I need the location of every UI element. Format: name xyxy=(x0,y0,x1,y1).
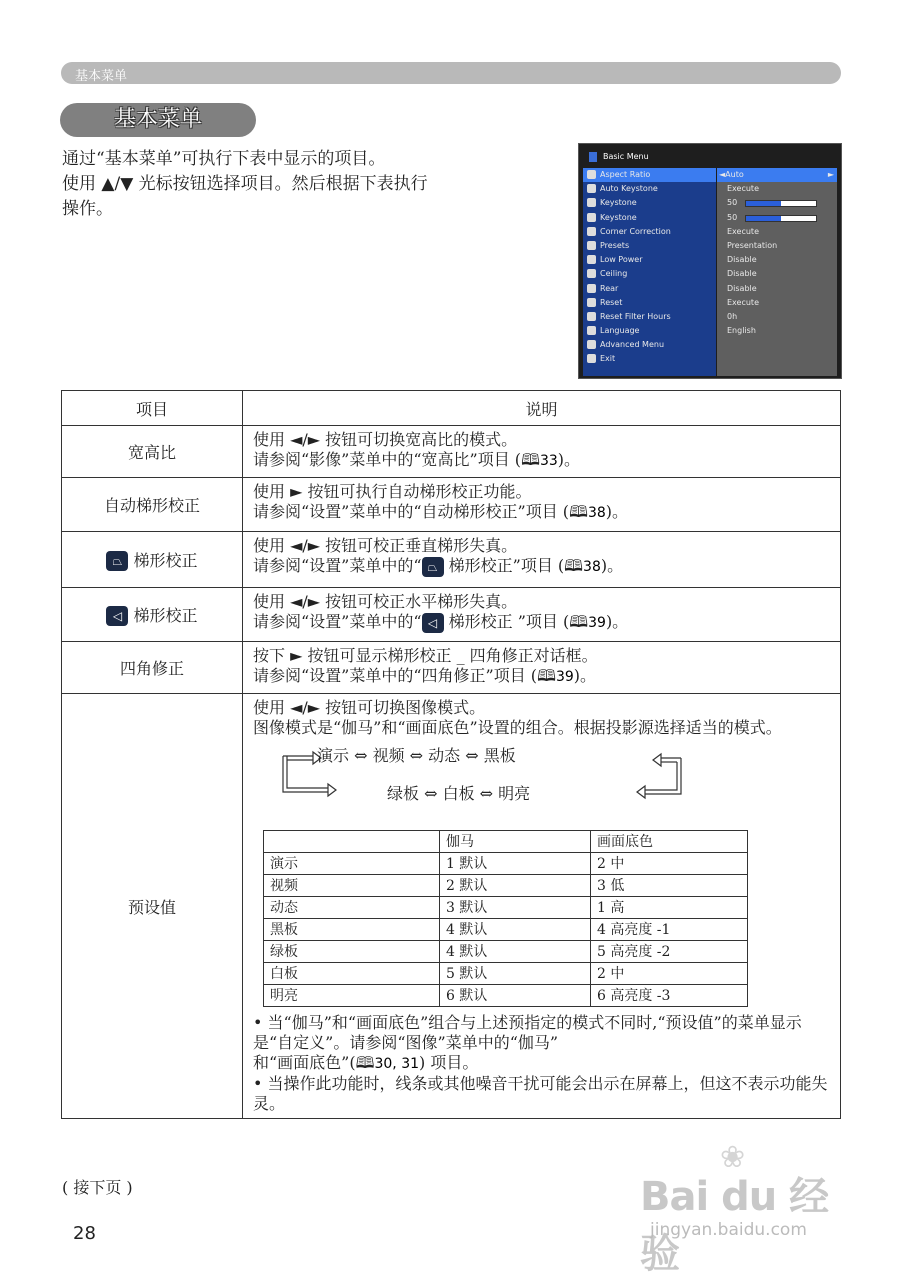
book-icon: 🕮 xyxy=(569,612,589,631)
menu-item-label: Low Power xyxy=(600,255,643,265)
right-arrow-icon: ► xyxy=(827,170,834,179)
preset-cell: 视频 xyxy=(264,875,440,897)
desc-line: 使用 ◄/► 按钮可校正垂直梯形失真。 xyxy=(253,536,518,555)
desc-line-end: )。 xyxy=(605,502,629,521)
page-reference: 39 xyxy=(588,615,606,631)
preset-header-row xyxy=(264,831,748,853)
menu-item-icon xyxy=(587,284,596,293)
desc-line: 梯形校正”项目 ( xyxy=(443,556,565,575)
preset-row xyxy=(264,985,748,1007)
preset-settings-table xyxy=(263,830,748,1007)
menu-item-icon xyxy=(587,255,596,264)
note-text: ) 项目。 xyxy=(419,1053,479,1072)
book-icon: 🕮 xyxy=(355,1053,375,1072)
intro-line-1: 通过“基本菜单”可执行下表中显示的项目。 xyxy=(62,149,386,169)
page-number: 28 xyxy=(73,1223,96,1244)
menu-item-value: Execute xyxy=(727,297,759,307)
preset-flow-diagram xyxy=(253,744,832,824)
row-item-corner: 四角修正 xyxy=(62,642,243,694)
preset-cell: 3 低 xyxy=(591,875,748,897)
menu-item[interactable] xyxy=(583,182,716,196)
page-reference: 39 xyxy=(555,669,574,685)
menu-item-list xyxy=(583,168,716,376)
preset-row xyxy=(264,963,748,985)
preset-row xyxy=(264,897,748,919)
menu-item[interactable] xyxy=(583,282,716,296)
desc-line-end: )。 xyxy=(600,556,624,575)
note-2: • 当操作此功能时，线条或其他噪音干扰可能会出示在屏幕上，但这不表示功能失灵。 xyxy=(253,1074,828,1113)
menu-value-list xyxy=(717,168,837,376)
page-reference: 38 xyxy=(587,505,606,521)
menu-item-label: Aspect Ratio xyxy=(600,170,651,179)
section-header-bar xyxy=(61,62,841,84)
table-row xyxy=(62,642,841,694)
menu-item-icon xyxy=(587,326,596,335)
menu-item-icon xyxy=(587,354,596,363)
header-description: 说明 xyxy=(243,391,841,426)
preset-cell: 画面底色 xyxy=(591,831,748,853)
book-icon: 🕮 xyxy=(569,502,588,521)
header-item: 项目 xyxy=(62,391,243,426)
row-item-aspect: 宽高比 xyxy=(62,426,243,478)
preset-cell: 1 高 xyxy=(591,897,748,919)
item-label: 梯形校正 xyxy=(133,605,198,625)
preset-row xyxy=(264,919,748,941)
preset-cell: 演示 xyxy=(264,853,440,875)
row-desc-aspect xyxy=(243,426,841,478)
desc-line: 请参阅“设置”菜单中的“ xyxy=(253,612,422,631)
menu-item-value: Disable xyxy=(727,283,757,293)
watermark-url: jingyan.baidu.com xyxy=(650,1220,807,1240)
row-desc-presets xyxy=(243,694,841,1119)
watermark xyxy=(640,1140,840,1277)
page-reference: 33 xyxy=(539,453,558,469)
preset-row xyxy=(264,875,748,897)
menu-item-label: Rear xyxy=(600,283,619,293)
intro-text xyxy=(62,147,552,222)
menu-item[interactable] xyxy=(583,352,716,366)
page-reference: 38 xyxy=(583,559,601,575)
preset-cell: 明亮 xyxy=(264,985,440,1007)
row-desc-corner xyxy=(243,642,841,694)
preset-cell: 动态 xyxy=(264,897,440,919)
menu-item[interactable] xyxy=(583,196,716,210)
menu-item-icon xyxy=(587,227,596,236)
menu-item[interactable] xyxy=(583,267,716,281)
menu-item-icon xyxy=(587,198,596,207)
desc-line: 使用 ◄/► 按钮可切换宽高比的模式。 xyxy=(253,430,518,449)
menu-item-icon xyxy=(587,298,596,307)
menu-item-value: English xyxy=(727,326,756,336)
level-bar xyxy=(745,215,817,222)
menu-item-value: Execute xyxy=(727,226,759,236)
paw-icon: ❀ xyxy=(720,1140,746,1175)
desc-line: 使用 ◄/► 按钮可校正水平梯形失真。 xyxy=(253,592,518,611)
page-reference: 30, 31 xyxy=(374,1056,420,1072)
menu-item-value: 50 xyxy=(717,211,837,225)
menu-item-label: Reset xyxy=(600,297,623,307)
desc-line-end: )。 xyxy=(573,666,597,685)
menu-item-value: Disable xyxy=(727,255,757,265)
preset-row xyxy=(264,853,748,875)
menu-item-label: Presets xyxy=(600,240,630,250)
preset-cell: 5 高亮度 -2 xyxy=(591,941,748,963)
preset-cell: 2 默认 xyxy=(440,875,591,897)
menu-item-icon xyxy=(587,184,596,193)
menu-item-label: Exit xyxy=(600,354,616,364)
preset-row xyxy=(264,941,748,963)
desc-line: 图像模式是“伽马”和“画面底色”设置的组合。根据投影源选择适当的模式。 xyxy=(253,718,782,737)
menu-item[interactable] xyxy=(583,253,716,267)
desc-line: 请参阅“设置”菜单中的“四角修正”项目 ( xyxy=(253,666,538,685)
menu-title: Basic Menu xyxy=(603,152,649,161)
row-item-vkeystone xyxy=(62,532,243,588)
flow-line-2: 绿板 ⇔ 白板 ⇔ 明亮 xyxy=(387,784,531,803)
preset-cell: 黑板 xyxy=(264,919,440,941)
menu-item-value: Presentation xyxy=(727,240,778,250)
desc-line: 请参阅“影像”菜单中的“宽高比”项目 ( xyxy=(253,450,522,469)
menu-item-label: Advanced Menu xyxy=(600,340,665,350)
menu-title-bar xyxy=(583,149,837,165)
menu-item-value xyxy=(717,352,837,366)
menu-item-icon xyxy=(587,170,596,179)
menu-item[interactable] xyxy=(583,225,716,239)
horizontal-keystone-icon: ◁ xyxy=(106,606,128,626)
menu-item-icon xyxy=(587,269,596,278)
book-icon: 🕮 xyxy=(521,450,540,469)
book-icon: 🕮 xyxy=(537,666,556,685)
row-item-autokeystone: 自动梯形校正 xyxy=(62,478,243,532)
menu-item-value: ◄Auto ► xyxy=(717,168,837,182)
note-text: • 当“伽马”和“画面底色”组合与上述预指定的模式不同时,“预设值”的菜单显示是“自定义”。请参阅“图像”菜单中的“伽马” xyxy=(253,1013,802,1052)
desc-line-end: )。 xyxy=(605,612,629,631)
menu-item-label: Keystone xyxy=(600,198,637,208)
basic-menu-screenshot xyxy=(578,143,842,379)
table-row xyxy=(62,478,841,532)
preset-cell: 4 高亮度 -1 xyxy=(591,919,748,941)
menu-item-icon xyxy=(587,312,596,321)
table-row xyxy=(62,532,841,588)
preset-cell: 5 默认 xyxy=(440,963,591,985)
note-1 xyxy=(253,1013,832,1074)
preset-cell: 1 默认 xyxy=(440,853,591,875)
preset-cell: 白板 xyxy=(264,963,440,985)
desc-line: 按下 ► 按钮可显示梯形校正 _ 四角修正对话框。 xyxy=(253,646,598,665)
menu-item-value: Execute xyxy=(727,184,759,194)
preset-cell: 6 默认 xyxy=(440,985,591,1007)
note-text: 和“画面底色”( xyxy=(253,1053,356,1072)
table-row xyxy=(62,694,841,1119)
row-item-hkeystone xyxy=(62,588,243,642)
row-desc-autokeystone xyxy=(243,478,841,532)
item-label: 梯形校正 xyxy=(133,550,198,570)
menu-item-value: 50 xyxy=(717,196,837,210)
menu-item-label: Language xyxy=(600,326,640,336)
horizontal-keystone-icon: ◁ xyxy=(422,613,444,633)
preset-cell: 4 默认 xyxy=(440,919,591,941)
preset-cell: 绿板 xyxy=(264,941,440,963)
table-row xyxy=(62,588,841,642)
menu-item-label: Reset Filter Hours xyxy=(600,311,671,321)
menu-item-value: Disable xyxy=(727,269,757,279)
menu-item[interactable] xyxy=(583,324,716,338)
book-icon: 🕮 xyxy=(564,556,584,575)
intro-line-2: 使用 ▲/▼ 光标按钮选择项目。然后根据下表执行 xyxy=(62,174,428,194)
function-table xyxy=(61,390,841,1119)
table-row xyxy=(62,426,841,478)
intro-line-3: 操作。 xyxy=(62,199,113,219)
menu-item-icon xyxy=(587,241,596,250)
menu-item-label: Auto Keystone xyxy=(600,184,658,194)
menu-item[interactable] xyxy=(583,338,716,352)
vertical-keystone-icon: ⏢ xyxy=(422,557,444,577)
desc-line: 请参阅“设置”菜单中的“自动梯形校正”项目 ( xyxy=(253,502,570,521)
flow-line-1: 演示 ⇔ 视频 ⇔ 动态 ⇔ 黑板 xyxy=(317,746,516,765)
menu-item-icon xyxy=(587,340,596,349)
vertical-keystone-icon: ⏢ xyxy=(106,551,128,571)
preset-cell: 2 中 xyxy=(591,853,748,875)
preset-cell xyxy=(264,831,440,853)
desc-line: 使用 ► 按钮可执行自动梯形校正功能。 xyxy=(253,482,532,501)
continued-label: ( 接下页 ) xyxy=(62,1178,133,1197)
menu-item-label: Keystone xyxy=(600,212,637,222)
desc-line: 使用 ◄/► 按钮可切换图像模式。 xyxy=(253,698,486,717)
menu-item-value xyxy=(717,338,837,352)
preset-cell: 4 默认 xyxy=(440,941,591,963)
row-desc-vkeystone xyxy=(243,532,841,588)
menu-item-label: Corner Correction xyxy=(600,226,671,236)
preset-cell: 2 中 xyxy=(591,963,748,985)
preset-cell: 伽马 xyxy=(440,831,591,853)
menu-item[interactable] xyxy=(583,168,716,182)
desc-line: 请参阅“设置”菜单中的“ xyxy=(253,556,422,575)
menu-item[interactable] xyxy=(583,211,716,225)
preset-cell: 3 默认 xyxy=(440,897,591,919)
preset-cell: 6 高亮度 -3 xyxy=(591,985,748,1007)
desc-line-end: )。 xyxy=(557,450,581,469)
menu-item-label: Ceiling xyxy=(600,269,628,279)
menu-item-value: 0h xyxy=(727,311,738,321)
menu-item-icon xyxy=(587,213,596,222)
row-desc-hkeystone xyxy=(243,588,841,642)
page-title: 基本菜单 xyxy=(60,103,256,137)
menu-item[interactable] xyxy=(583,296,716,310)
menu-item[interactable] xyxy=(583,310,716,324)
menu-item[interactable] xyxy=(583,239,716,253)
level-bar xyxy=(745,200,817,207)
table-header-row xyxy=(62,391,841,426)
desc-line: 梯形校正 ”项目 ( xyxy=(443,612,570,631)
watermark-logo: Bai du 经验 xyxy=(640,1174,829,1277)
row-item-presets: 预设值 xyxy=(62,694,243,1119)
section-header-label: 基本菜单 xyxy=(75,69,128,84)
menu-icon xyxy=(589,152,597,162)
